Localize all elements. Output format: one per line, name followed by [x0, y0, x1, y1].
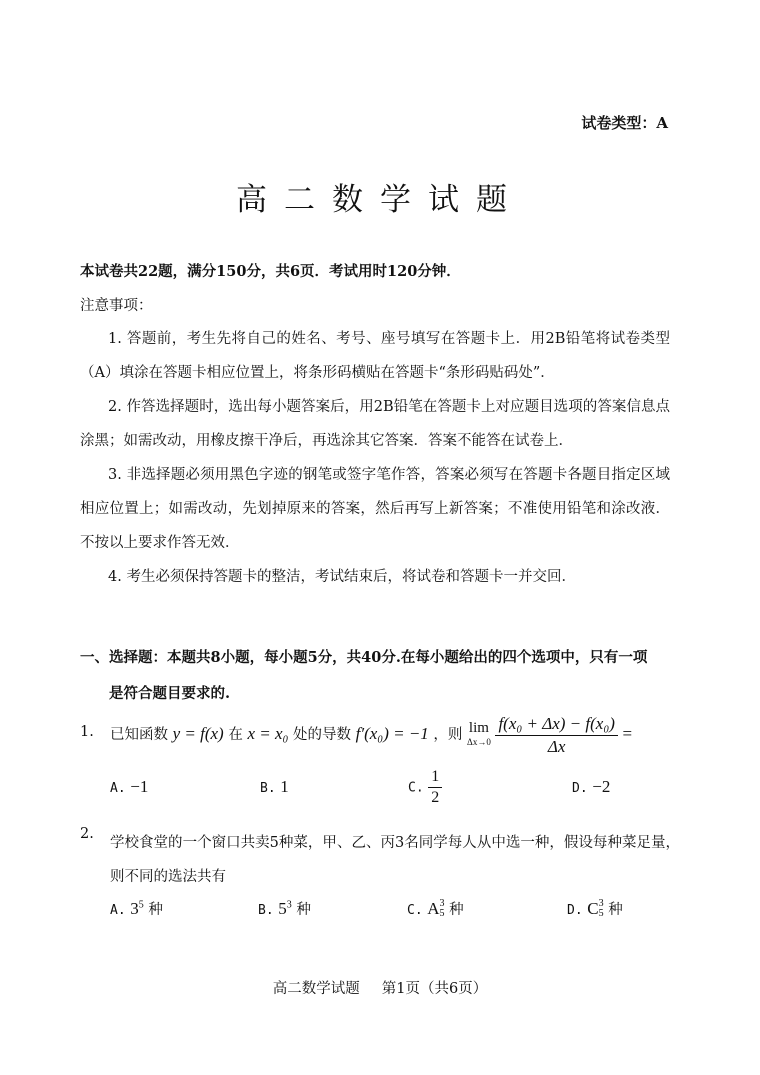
section-1-line-1: 一、选择题：本题共8小题，每小题5分，共40分.在每小题给出的四个选项中，只有一项 [80, 649, 648, 666]
section-1-line-2: 是符合题目要求的. [109, 685, 231, 702]
question-2-stem: 学校食堂的一个窗口共卖5种菜，甲、乙、丙3名同学每人从中选一种，假设每种菜足量，则不同的选法共有 [110, 835, 680, 885]
footer-title: 高二数学试题 [272, 981, 360, 997]
q1-text-4: ，则 [433, 727, 463, 743]
q2-option-d: D. C 3 5 种 [567, 898, 623, 919]
q1-option-d: D. −2 [572, 777, 611, 796]
question-1-number: 1. [80, 724, 94, 740]
q1-lim-sub: Δx→0 [467, 737, 491, 747]
paper-type-label: 试卷类型：A [581, 114, 668, 132]
q1-limit [467, 721, 491, 749]
q1-fraction-numerator: f(x₀ + Δx) − f(x₀) [495, 713, 617, 736]
q1-text-2: 在 [228, 727, 243, 743]
q1-option-c: C. $\frac{1}{2}$ [408, 767, 442, 808]
q1-derivative: f′(x₀) = −1 [355, 724, 429, 743]
notice-item-2: 2. 作答选择题时，选出每小题答案后，用2B铅笔在答题卡上对应题目选项的答案信息点涂黑；如需改动，用橡皮擦干净后，再选涂其它答案．答案不能答在试卷上． [80, 399, 670, 449]
q1-option-b: B. 1 [260, 777, 289, 796]
q1-equals: = [622, 724, 633, 743]
notice-item-1: 1. 答题前，考生先将自己的姓名、考号、座号填写在答题卡上．用2B铅笔将试卷类型（A）填涂在答题卡相应位置上，将条形码横贴在答题卡“条形码贴码处”． [80, 331, 670, 381]
q2-option-c: C. A 3 5 种 [407, 898, 464, 919]
exam-intro: 本试卷共22题，满分150分，共6页．考试用时120分钟． [80, 263, 461, 280]
notice-item-4: 4. 考生必须保持答题卡的整洁，考试结束后，将试卷和答题卡一并交回． [108, 569, 576, 585]
q1-text-1: 已知函数 [110, 727, 168, 743]
page-title: 高二数学试题 [236, 182, 524, 218]
question-1-stem [110, 704, 632, 765]
footer-page-number: 第1页（共6页） [381, 981, 488, 997]
q1-text-3: 处的导数 [293, 727, 352, 743]
q2-option-a: A. $3^5$ 种 [110, 899, 163, 918]
q1-function: y = f(x) [172, 724, 224, 743]
q1-option-a: A. −1 [110, 777, 149, 796]
notice-item-3: 3. 非选择题必须用黑色字迹的钢笔或签字笔作答，答案必须写在答题卡各题目指定区域相应位置上；如需改动，先划掉原来的答案，然后再写上新答案；不准使用铅笔和涂改液．不按以上要求作答无效． [80, 467, 670, 551]
section-1-heading [80, 640, 680, 712]
page-footer [0, 977, 760, 998]
q2-option-b: B. $5^3$ 种 [258, 899, 311, 918]
question-2-number: 2. [80, 826, 94, 842]
notice-heading: 注意事项： [80, 298, 153, 314]
q1-point: x = x₀ [247, 724, 289, 743]
q1-lim-word: lim [468, 720, 489, 736]
q1-fraction-denominator: Δx [547, 736, 566, 756]
q1-fraction [495, 713, 617, 758]
